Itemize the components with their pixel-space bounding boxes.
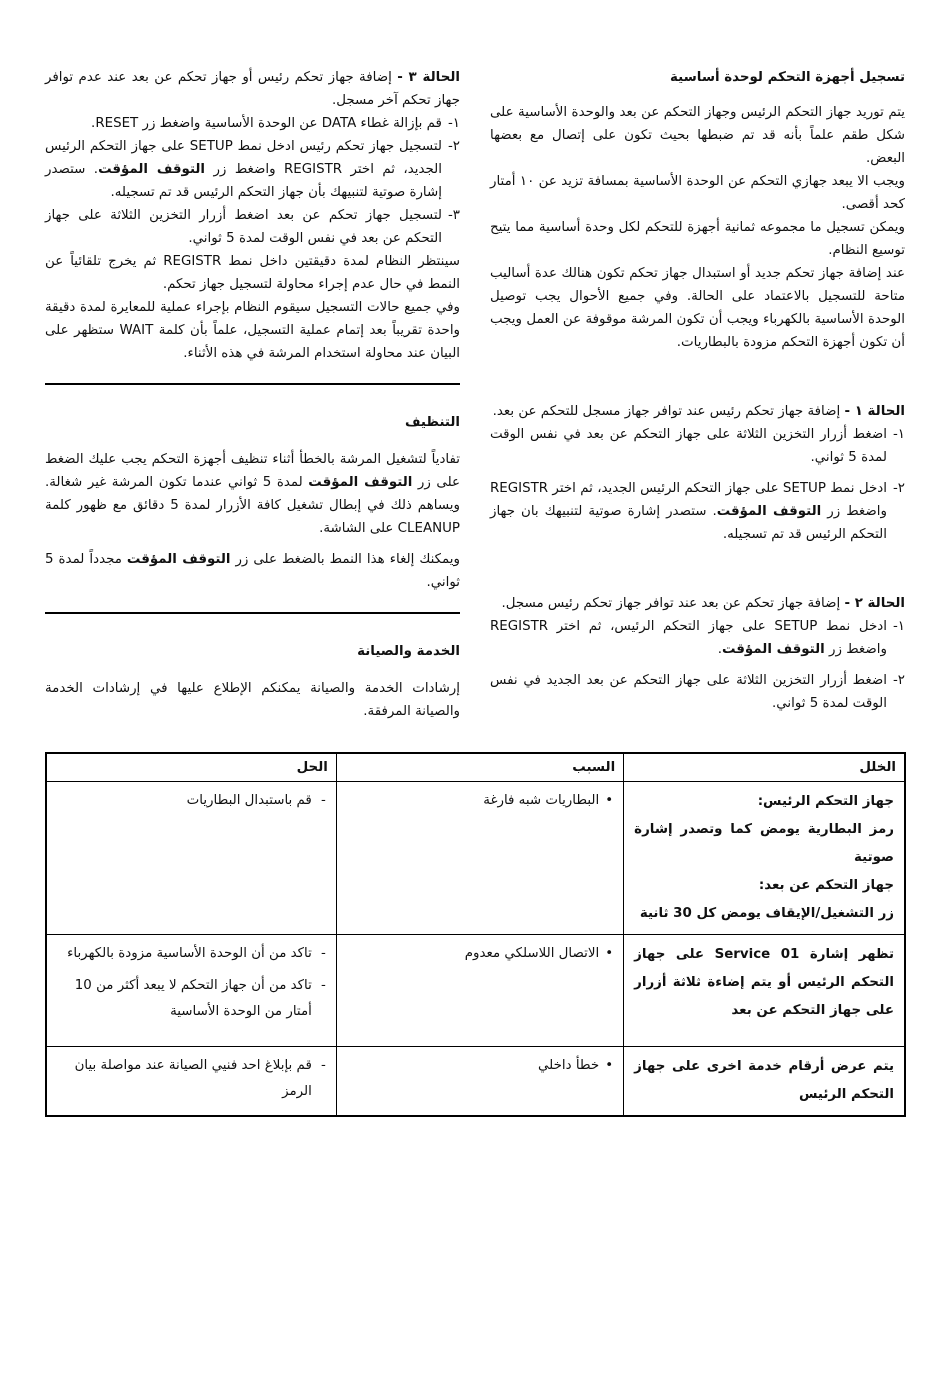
fault-text: يتم عرض أرقام خدمة اخرى على جهاز التحكم الرئيس [634,1059,894,1102]
case3-label: الحالة ٣ - [397,70,460,85]
pause-key-name: التوقف المؤقت [721,642,825,657]
solution-cell [46,1047,336,1117]
case1-step [490,477,905,546]
case1-label: الحالة ١ - [844,404,905,419]
solution-item: - قم باستبدال البطاريات [57,788,312,814]
fault-cell [624,935,905,1047]
cleaning-paragraph [45,448,460,540]
cause-cell [336,782,623,935]
pause-key-name: التوقف المؤقت [308,475,413,490]
step-number: ١- [892,619,905,634]
section-divider [45,383,460,385]
intro-paragraph: عند إضافة جهاز تحكم جديد أو استبدال جهاز تحكم تكون هنالك عدة أساليب متاحة للتسجيل بالاعتماد على الحالة. وفي جميع الأحوال يجب توصيل الوحدة الأساسية بالكهرباء ويجب أن تكون المرشة موقوفة عن العمل ويجب أن تكون أجهزة التحكم مزودة بالبطاريات. [490,266,905,350]
registration-heading: تسجيل أجهزة التحكم لوحدة أساسية [670,70,905,85]
solution-item: - قم بإبلاغ احد فنيي الصيانة عند مواصلة بيان الرمز [57,1053,312,1105]
fault-text: رمز البطارية يومض كما وتصدر إشارة صوتية [634,822,894,865]
step-text-part: . ستصدر إشارة صوتية لتنبيهك بأن جهاز التحكم الرئيس قد تم تسجيله. [45,162,442,200]
service-paragraph: إرشادات الخدمة والصيانة يمكنكم الإطلاع عليها في إرشادات الخدمة والصيانة المرفقة. [45,681,460,719]
step-text-part: لتسجيل جهاز تحكم رئيس ادخل نمط SETUP على جهاز التحكم الرئيس الجديد، ثم اختر REGISTR واضغط زر [45,139,442,177]
solution-item: - تاكد من أن جهاز التحكم لا يبعد أكثر من 10 أمتار من الوحدة الأساسية [57,973,312,1025]
solution-item: - تاكد من أن الوحدة الأساسية مزودة بالكهرباء [57,941,312,967]
text-part: تفادياً لتشغيل المرشة بالخطأ أثناء تنظيف أجهزة التحكم يجب عليك الضغط على زر [45,452,460,490]
cause-cell [336,1047,623,1117]
text-part: مجدداً لمدة 5 ثواني. [45,552,460,590]
case2-title [490,592,905,615]
troubleshooting-table [45,752,906,1117]
step-number: ١- [892,427,905,442]
step-text: اضغط أزرار التخزين الثلاثة على جهاز التحكم عن بعد الجديد في نفس الوقت لمدة 5 ثواني. [490,673,887,711]
step-number: ٢- [892,673,905,688]
cleaning-heading: التنظيف [404,415,460,430]
service-heading: الخدمة والصيانة [357,644,460,659]
step-text: لتسجيل جهاز تحكم عن بعد اضغط أزرار التخزين الثلاثة على جهاز التحكم عن بعد في نفس الوقت لمدة 5 ثواني. [45,208,442,246]
fault-text: تظهر إشارة Service 01 على جهاز التحكم الرئيس أو يتم إضاءة ثلاثة أزرار على جهاز التحكم عن بعد [634,947,895,1018]
fault-cell [624,782,905,935]
case1-step [490,423,905,469]
table-row [46,1047,905,1117]
text-part: ويمكنك إلغاء هذا النمط بالضغط على زر [230,552,460,567]
after-paragraph: وفي جميع حالات التسجيل سيقوم النظام بإجراء عملية للمعايرة لمدة دقيقة واحدة تقريباً بعد إتمام عملية التسجيل، علماً بأن كلمة WAIT ستظهر على البيان عند محاولة استخدام المرشة في هذه الأثناء. [45,300,461,361]
fault-cell [624,1047,905,1117]
right-column [490,66,905,715]
cause-item: • الاتصال اللاسلكي معدوم [347,941,599,967]
step-text-part: . [717,642,722,657]
fault-label: جهاز التحكم عن بعد: [758,878,894,893]
case2-step [490,615,905,661]
table-header-row [46,753,905,782]
step-text: قم بإزالة غطاء DATA عن الوحدة الأساسية واضغط زر RESET. [91,116,442,131]
section-divider [45,612,460,614]
step-text: اضغط أزرار التخزين الثلاثة على جهاز التحكم عن بعد في نفس الوقت لمدة 5 ثواني. [490,427,887,465]
case3-title [45,66,460,112]
case1-title [490,400,905,423]
case3-step [45,112,460,135]
pause-key-name: التوقف المؤقت [98,162,206,177]
case2-text: إضافة جهاز تحكم عن بعد عند توافر جهاز تحكم رئيس مسجل. [501,596,841,611]
step-text-part: . ستصدر إشارة صوتية لتنبيهك بان جهاز التحكم الرئيس قد تم تسجيله. [490,504,887,542]
step-text [45,135,442,204]
step-number: ٢- [447,139,460,154]
case3-text: إضافة جهاز تحكم رئيس أو جهاز تحكم عن بعد عند عدم توافر جهاز تحكم آخر مسجل. [45,70,460,108]
left-column [45,66,460,723]
pause-key-name: التوقف المؤقت [126,552,231,567]
case3-step [45,135,460,204]
step-text-part: ادخل نمط SETUP على جهاز التحكم الرئيس، ثم اختر REGISTR واضغط زر [490,619,887,657]
column-header-fault: الخلل [624,753,905,782]
case2-step [490,669,905,715]
solution-cell [46,782,336,935]
case2-label: الحالة ٢ - [844,596,905,611]
step-number: ١- [447,116,460,131]
cause-item: • خطأ داخلي [347,1053,599,1079]
table-row [46,935,905,1047]
cause-cell [336,935,623,1047]
cleaning-paragraph [45,548,460,594]
intro-paragraph: يتم توريد جهاز التحكم الرئيس وجهاز التحكم عن بعد والوحدة الأساسية على شكل طقم علماً بأنه قد تم ضبطها بحيث تكون على إتصال مع بعضها البعض. [490,105,905,166]
case1-text: إضافة جهاز تحكم رئيس عند توافر جهاز مسجل للتحكم عن بعد. [492,404,841,419]
fault-text: زر التشغيل/الإيقاف يومض كل 30 ثانية [639,906,894,921]
step-number: ٢- [892,481,905,496]
text-part: لمدة 5 ثواني عندما تكون المرشة غير شغالة. ويساهم ذلك في إبطال تشغيل كافة الأزرار لمدة 5 دقائق مع ظهور كلمة CLEANUP على الشاشة. [45,475,460,536]
cause-item: • البطاريات شبه فارغة [347,788,599,814]
step-number: ٣- [447,208,460,223]
pause-key-name: التوقف المؤقت [716,504,822,519]
fault-label: جهاز التحكم الرئيس: [757,794,894,809]
step-text [490,615,887,661]
column-header-solution: الحل [46,753,336,782]
step-text [490,477,887,546]
solution-cell [46,935,336,1047]
table-row [46,782,905,935]
after-paragraph: سينتظر النظام لمدة دقيقتين داخل نمط REGISTR ثم يخرج تلقائياً عن النمط في حال عدم إجراء محاولة لتسجيل جهاز تحكم. [45,254,460,292]
case3-step [45,204,460,250]
column-header-cause: السبب [336,753,623,782]
intro-paragraph: ويجب الا يبعد جهازي التحكم عن الوحدة الأساسية بمسافة تزيد عن ١٠ أمتار كحد أقصى. [490,174,905,212]
step-text-part: ادخل نمط SETUP على جهاز التحكم الرئيس الجديد، ثم اختر REGISTR واضغط زر [490,481,887,519]
intro-paragraph: ويمكن تسجيل ما مجموعه ثمانية أجهزة للتحكم لكل وحدة أساسية مما يتيح توسيع النظام. [490,220,905,258]
